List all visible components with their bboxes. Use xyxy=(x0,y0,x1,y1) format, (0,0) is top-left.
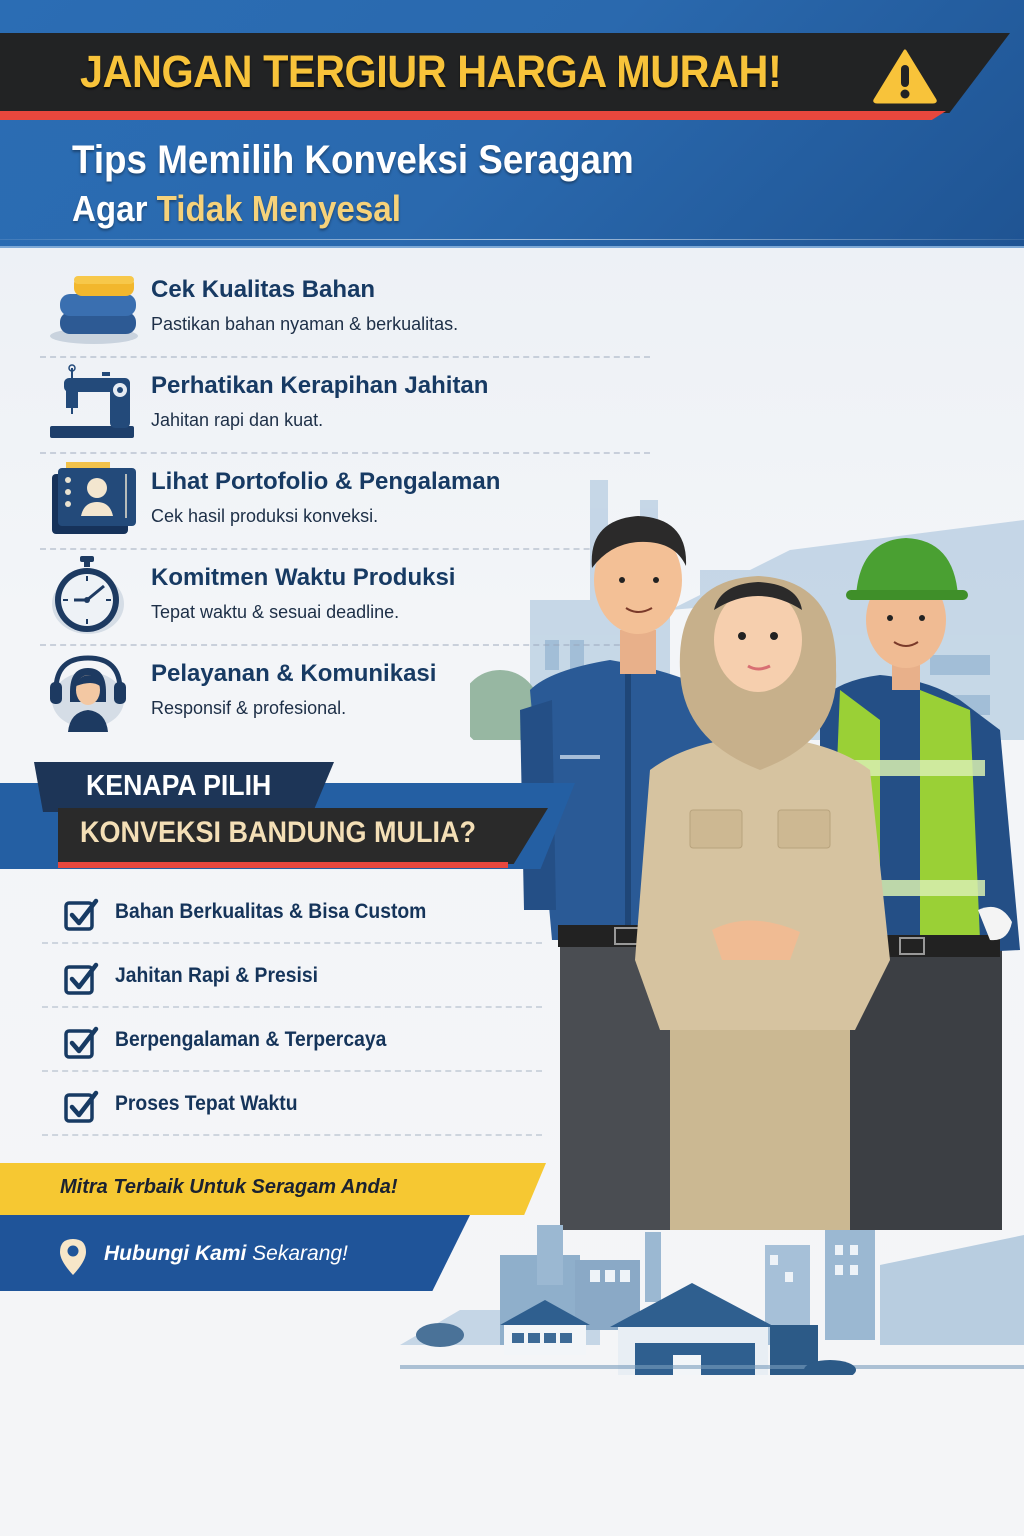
contact-cta-bold: Hubungi Kami xyxy=(104,1242,247,1265)
tip-item xyxy=(40,262,650,358)
benefit-item xyxy=(42,1008,542,1072)
contact-cta-rest: Sekarang! xyxy=(246,1242,348,1265)
tip-description: Tepat waktu & sesuai deadline. xyxy=(151,602,400,622)
subtitle-prefix: Agar xyxy=(72,188,157,229)
why-accent-line xyxy=(58,862,508,868)
tip-description: Responsif & profesional. xyxy=(151,698,347,718)
sewing-machine-icon xyxy=(44,364,140,444)
warning-triangle-icon xyxy=(872,48,938,104)
checkbox-checked-icon xyxy=(64,1025,100,1061)
tip-item xyxy=(40,358,650,454)
tagline-text: Mitra Terbaik Untuk Seragam Anda! xyxy=(60,1176,398,1198)
benefit-item xyxy=(42,1072,542,1136)
subtitle-highlight: Tidak Menyesal xyxy=(156,188,401,229)
page-title: Tips Memilih Konveksi Seragam xyxy=(72,138,634,182)
brand-name-heading: KONVEKSI BANDUNG MULIA? xyxy=(80,816,476,849)
tip-title: Cek Kualitas Bahan xyxy=(151,276,376,303)
tip-description: Jahitan rapi dan kuat. xyxy=(151,410,324,430)
page-subtitle xyxy=(72,188,401,230)
checkbox-checked-icon xyxy=(64,961,100,997)
benefits-list xyxy=(42,880,542,1136)
tip-description: Cek hasil produksi konveksi. xyxy=(151,506,379,526)
benefit-item xyxy=(42,944,542,1008)
warning-title: JANGAN TERGIUR HARGA MURAH! xyxy=(80,46,782,97)
benefit-label: Jahitan Rapi & Presisi xyxy=(115,964,318,987)
benefit-label: Proses Tepat Waktu xyxy=(115,1092,298,1115)
location-pin-icon xyxy=(58,1237,88,1277)
tip-title: Pelayanan & Komunikasi xyxy=(151,660,437,687)
benefit-label: Bahan Berkualitas & Bisa Custom xyxy=(115,900,427,923)
headset-agent-icon xyxy=(44,652,140,732)
tip-title: Komitmen Waktu Produksi xyxy=(151,564,456,591)
fabric-stack-icon xyxy=(44,268,140,348)
benefit-label: Berpengalaman & Terpercaya xyxy=(115,1028,387,1051)
checkbox-checked-icon xyxy=(64,897,100,933)
factory-skyline-illustration xyxy=(400,1215,1024,1375)
stopwatch-icon xyxy=(44,556,140,636)
contact-cta-text[interactable] xyxy=(104,1242,348,1266)
why-heading: KENAPA PILIH xyxy=(86,770,272,802)
portfolio-icon xyxy=(44,460,140,540)
tip-title: Lihat Portofolio & Pengalaman xyxy=(151,468,501,495)
checkbox-checked-icon xyxy=(64,1089,100,1125)
tip-title: Perhatikan Kerapihan Jahitan xyxy=(151,372,489,399)
tip-description: Pastikan bahan nyaman & berkualitas. xyxy=(151,314,459,334)
benefit-item xyxy=(42,880,542,944)
warning-banner-accent xyxy=(0,111,946,120)
